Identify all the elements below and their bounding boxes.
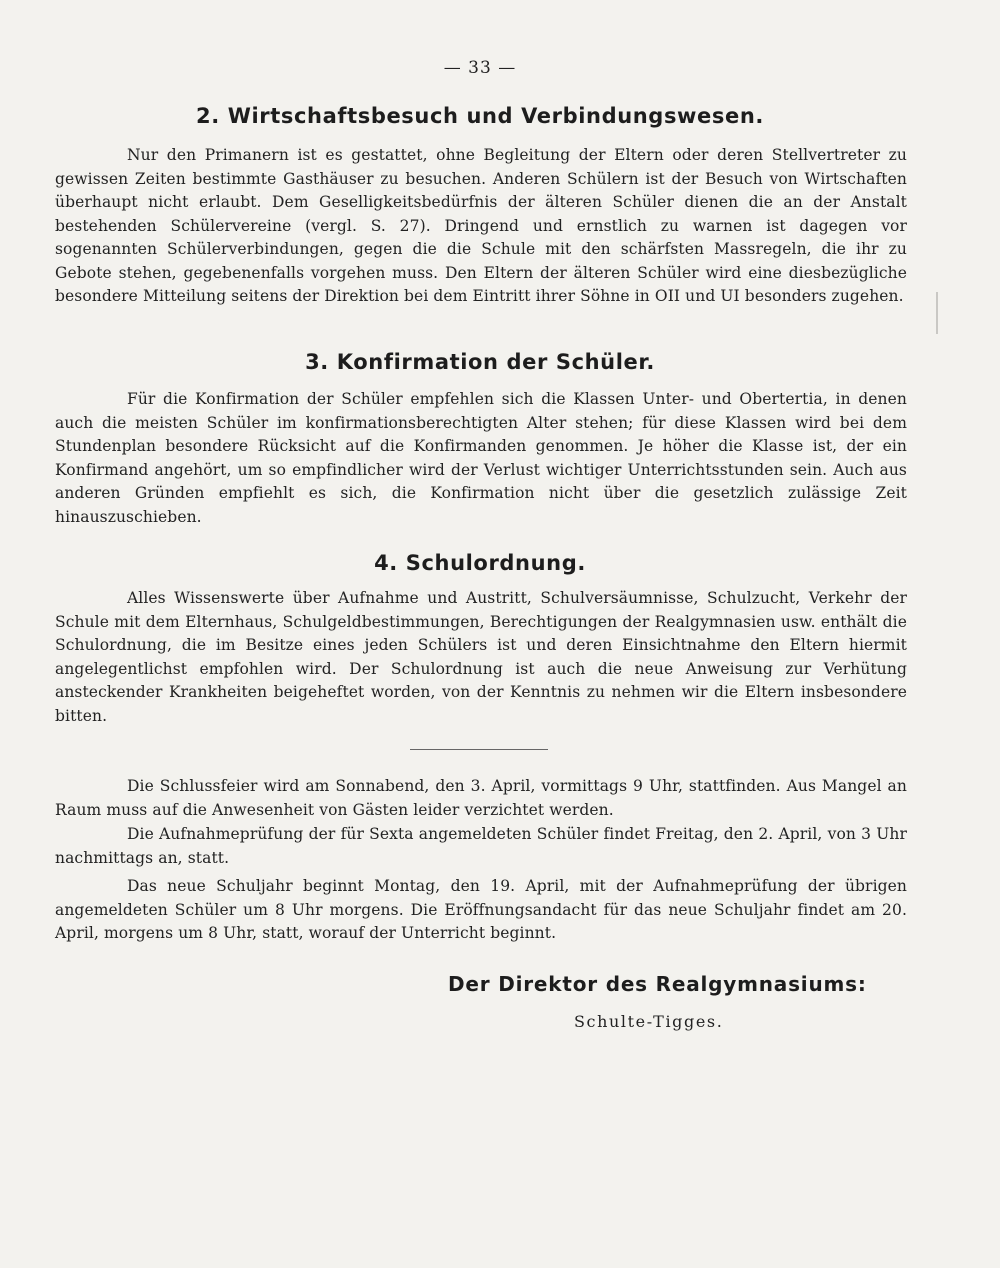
announcement-schuljahr: Das neue Schuljahr beginnt Montag, den 19. April, mit der Aufnahmeprüfung der übrigen angemeldeten Schüler um 8 Uhr morgens. Die Eröffnungsandacht für das neue Schuljahr findet am 20. April, morgens um 8 Uhr, statt, worauf der Unterricht beginnt. [55, 877, 907, 942]
announcement-schlussfeier: Die Schlussfeier wird am Sonnabend, den 3. April, vormittags 9 Uhr, stattfinden. Aus Mangel an Raum muss auf die Anwesenheit von Gästen leider verzichtet werden. [55, 777, 907, 819]
page-number: — 33 — [443, 58, 517, 78]
margin-mark [936, 292, 938, 334]
section-heading-schulordnung: 4. Schulordnung. [374, 551, 586, 575]
section-text-wirtschaftsbesuch: Nur den Primanern ist es gestattet, ohne Begleitung der Eltern oder deren Stellvertreter zu gewissen Zeiten bestimmte Gasthäuser zu besuchen. Anderen Schülern ist der Besuch von Wirtschaften überhaupt nicht erlaubt. Dem Geselligkeitsbedürfnis der älteren Schüler dienen die an der Anstalt bestehenden Schülervereine (vergl. S. 27). Dringend und ernstlich zu warnen ist dagegen vor sogenannten Schülerverbindungen, gegen die die Schule mit den schärfsten Massregeln, die ihr zu Gebote stehen, gegebenenfalls vorgehen muss. Den Eltern der älteren Schüler wird eine diesbezügliche besondere Mitteilung seitens der Direktion bei dem Eintritt ihrer Söhne in OII und UI besonders zugehen. [55, 146, 907, 305]
section-divider [410, 749, 548, 750]
section-text-konfirmation: Für die Konfirmation der Schüler empfehlen sich die Klassen Unter- und Obertertia, in denen auch die meisten Schüler im konfirmationsberechtigten Alter stehen; für diese Klassen wird bei dem Stundenplan besondere Rücksicht auf die Konfirmanden genommen. Je höher die Klasse ist, der ein Konfirmand angehört, um so empfindlicher wird der Verlust wichtiger Unterrichtsstunden sein. Auch aus anderen Gründen empfiehlt es sich, die Konfirmation nicht über die gesetzlich zulässige Zeit hinauszuschieben. [55, 390, 907, 526]
signature-name: Schulte-Tigges. [574, 1012, 724, 1031]
signature-title: Der Direktor des Realgymnasiums: [448, 972, 867, 996]
section-heading-konfirmation: 3. Konfirmation der Schüler. [305, 350, 655, 374]
announcement-aufnahmepruefung: Die Aufnahmeprüfung der für Sexta angemeldeten Schüler findet Freitag, den 2. April, von 3 Uhr nachmittags an, statt. [55, 825, 907, 867]
section-heading-wirtschaftsbesuch: 2. Wirtschaftsbesuch und Verbindungswesen. [196, 104, 764, 128]
section-text-schulordnung: Alles Wissenswerte über Aufnahme und Austritt, Schulversäumnisse, Schulzucht, Verkehr der Schule mit dem Elternhaus, Schulgeldbestimmungen, Berechtigungen der Realgymnasien usw. enthält die Schulordnung, die im Besitze eines jeden Schülers ist und deren Einsichtnahme den Eltern hiermit angelegentlichst empfohlen wird. Der Schulordnung ist auch die neue Anweisung zur Verhütung ansteckender Krankheiten beigeheftet worden, von der Kenntnis zu nehmen wir die Eltern insbesondere bitten. [55, 589, 907, 725]
